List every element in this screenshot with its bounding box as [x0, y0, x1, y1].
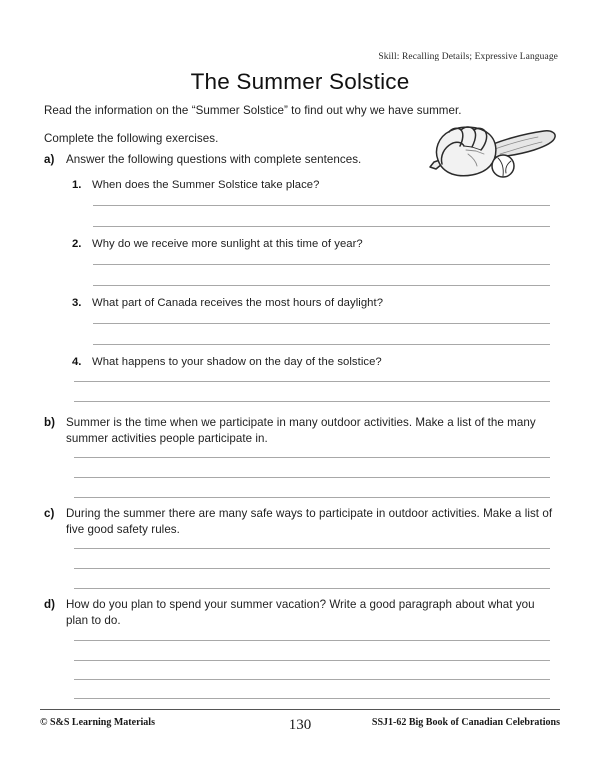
- footer-page-number: 130: [288, 717, 312, 733]
- page-title: The Summer Solstice: [190, 69, 410, 94]
- section-a-prompt: Answer the following questions with complete sentences.: [66, 153, 362, 166]
- section-d-marker: d): [44, 598, 55, 611]
- question-3: [72, 296, 556, 311]
- section-b-marker: b): [44, 416, 55, 429]
- question-3-marker: 3.: [72, 297, 82, 309]
- section-c: [44, 506, 556, 538]
- answer-line-d-3[interactable]: [74, 679, 550, 680]
- answer-line-q1-2[interactable]: [93, 226, 550, 227]
- answer-line-d-1[interactable]: [74, 640, 550, 641]
- question-3-text: What part of Canada receives the most hours of daylight?: [92, 297, 384, 309]
- section-d: [44, 597, 556, 629]
- question-2: [72, 237, 556, 252]
- question-2-text: Why do we receive more sunlight at this time of year?: [92, 238, 363, 250]
- answer-line-q4-1[interactable]: [74, 381, 550, 382]
- section-c-marker: c): [44, 507, 55, 520]
- answer-line-d-2[interactable]: [74, 660, 550, 661]
- skill-line: Skill: Recalling Details; Expressive Language: [378, 52, 558, 62]
- question-1-text: When does the Summer Solstice take place?: [92, 179, 320, 191]
- section-b-prompt: Summer is the time when we participate in many outdoor activities. Make a list of the many summer activities people participate in.: [66, 416, 536, 445]
- answer-line-d-4[interactable]: [74, 698, 550, 699]
- section-c-prompt: During the summer there are many safe ways to participate in outdoor activities. Make a list of five good safety rules.: [66, 507, 553, 536]
- answer-line-c-1[interactable]: [74, 548, 550, 549]
- answer-line-q4-2[interactable]: [74, 401, 550, 402]
- question-4: [72, 355, 556, 370]
- answer-line-c-2[interactable]: [74, 568, 550, 569]
- footer-book-title: SSJ1-62 Big Book of Canadian Celebrations: [371, 717, 560, 728]
- question-1: [72, 178, 556, 193]
- answer-line-q3-2[interactable]: [93, 344, 550, 345]
- section-b: [44, 415, 556, 447]
- intro-instruction-1: Read the information on the “Summer Solstice” to find out why we have summer.: [44, 104, 462, 117]
- intro-instruction-2: Complete the following exercises.: [44, 132, 219, 145]
- section-a-marker: a): [44, 153, 55, 166]
- answer-line-q3-1[interactable]: [93, 323, 550, 324]
- question-4-text: What happens to your shadow on the day of the solstice?: [92, 356, 382, 368]
- question-1-marker: 1.: [72, 179, 82, 191]
- section-a: [44, 152, 556, 168]
- answer-line-b-1[interactable]: [74, 457, 550, 458]
- answer-line-b-3[interactable]: [74, 497, 550, 498]
- question-2-marker: 2.: [72, 238, 82, 250]
- answer-line-c-3[interactable]: [74, 588, 550, 589]
- section-a-prompt-row: [44, 152, 556, 168]
- footer-copyright: © S&S Learning Materials: [40, 717, 155, 728]
- answer-line-q2-1[interactable]: [93, 264, 550, 265]
- answer-line-q1-1[interactable]: [93, 205, 550, 206]
- footer-divider: [40, 709, 560, 710]
- answer-line-q2-2[interactable]: [93, 285, 550, 286]
- question-4-marker: 4.: [72, 356, 82, 368]
- answer-line-b-2[interactable]: [74, 477, 550, 478]
- section-d-prompt: How do you plan to spend your summer vacation? Write a good paragraph about what you plan to do.: [66, 598, 535, 627]
